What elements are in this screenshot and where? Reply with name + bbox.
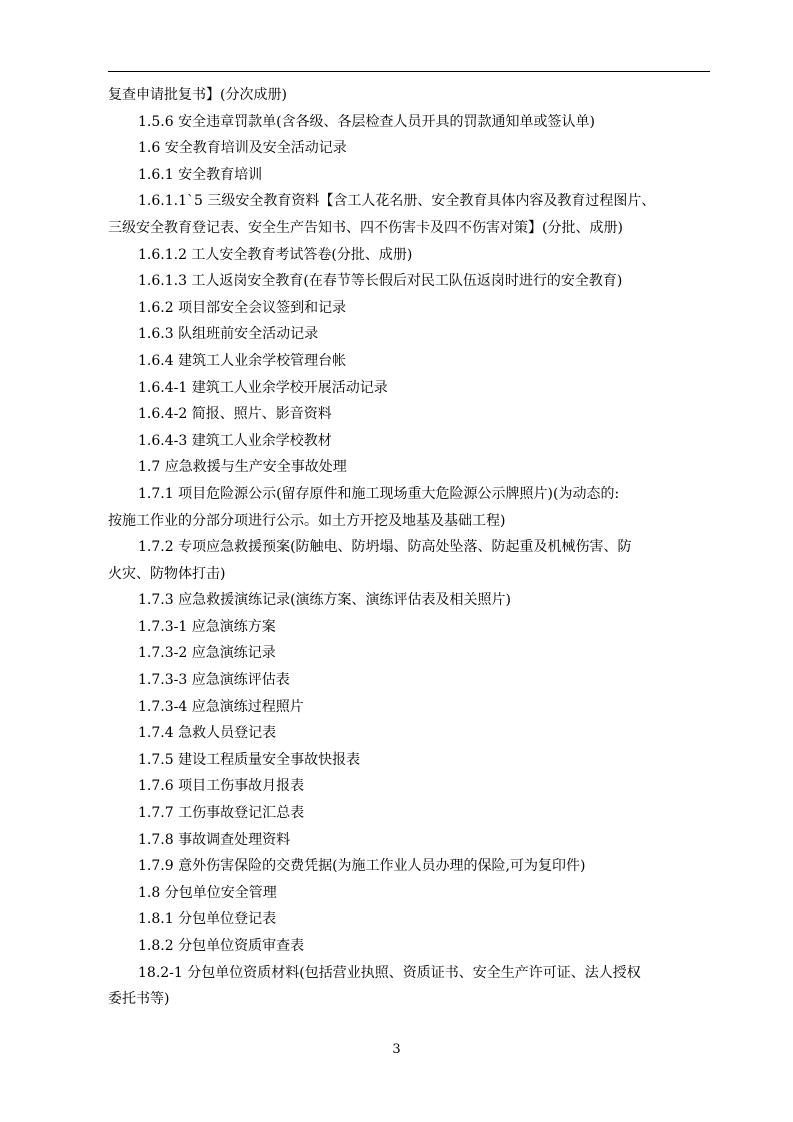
text-line: 1.6.2 项目部安全会议签到和记录 bbox=[138, 299, 347, 316]
text-line: 按施工作业的分部分项进行公示。如土方开挖及地基及基础工程) bbox=[108, 512, 506, 529]
text-line: 1.6.1.3 工人返岗安全教育(在春节等长假后对民工队伍返岗时进行的安全教育) bbox=[138, 273, 623, 290]
text-line: 1.7.8 事故调查处理资料 bbox=[138, 831, 291, 848]
text-line: 1.6.1.1`5 三级安全教育资料【含工人花名册、安全教育具体内容及教育过程图片、 bbox=[138, 193, 656, 210]
text-line: 1.5.6 安全违章罚款单(含各级、各层检查人员开具的罚款通知单或签认单) bbox=[138, 113, 595, 130]
document-body bbox=[108, 82, 711, 1013]
text-line: 1.7.1 项目危险源公示(留存原件和施工现场重大危险源公示牌照片)(为动态的: bbox=[138, 485, 620, 502]
text-line: 1.6.4-3 建筑工人业余学校教材 bbox=[138, 432, 332, 449]
header-rule bbox=[108, 71, 710, 72]
text-line: 1.8.2 分包单位资质审查表 bbox=[138, 938, 305, 954]
text-line: 火灾、防物体打击) bbox=[108, 565, 226, 582]
text-line: 1.6.4 建筑工人业余学校管理台帐 bbox=[138, 352, 347, 369]
text-line: 1.7.9 意外伤害保险的交费凭据(为施工作业人员办理的保险,可为复印件) bbox=[138, 858, 586, 875]
text-line: 1.6.4-2 简报、照片、影音资料 bbox=[138, 406, 332, 423]
text-line: 1.7.4 急救人员登记表 bbox=[138, 725, 277, 742]
text-line: 1.7.3-1 应急演练方案 bbox=[138, 618, 276, 635]
text-line: 复查申请批复书】(分次成册) bbox=[108, 87, 287, 103]
text-line: 1.6 安全教育培训及安全活动记录 bbox=[138, 140, 347, 157]
text-line: 1.6.1.2 工人安全教育考试答卷(分批、成册) bbox=[138, 246, 413, 263]
text-line: 1.6.4-1 建筑工人业余学校开展活动记录 bbox=[138, 379, 388, 396]
text-line: 1.7.6 项目工伤事故月报表 bbox=[138, 778, 305, 795]
text-line: 1.7.5 建设工程质量安全事故快报表 bbox=[138, 751, 361, 768]
text-line: 18.2-1 分包单位资质材料(包括营业执照、资质证书、安全生产许可证、法人授权 bbox=[138, 964, 641, 981]
text-line: 1.7.3-4 应急演练过程照片 bbox=[138, 698, 304, 715]
text-line: 1.6.1 安全教育培训 bbox=[138, 166, 263, 183]
text-line: 1.8 分包单位安全管理 bbox=[138, 884, 277, 901]
text-line: 1.7.3-3 应急演练评估表 bbox=[138, 672, 290, 689]
text-line: 委托书等) bbox=[108, 991, 170, 1008]
text-line: 1.6.3 队组班前安全活动记录 bbox=[138, 326, 319, 343]
text-line: 三级安全教育登记表、安全生产告知书、四不伤害卡及四不伤害对策】(分批、成册) bbox=[108, 219, 623, 236]
text-line: 1.7.7 工伤事故登记汇总表 bbox=[138, 805, 305, 822]
text-line: 1.7.3 应急救援演练记录(演练方案、演练评估表及相关照片) bbox=[138, 592, 511, 609]
text-line: 1.7.2 专项应急救援预案(防触电、防坍塌、防高处坠落、防起重及机械伤害、防 bbox=[138, 539, 632, 556]
text-line: 1.8.1 分包单位登记表 bbox=[138, 911, 277, 928]
page-number: 3 bbox=[392, 1042, 401, 1057]
text-line: 1.7 应急救援与生产安全事故处理 bbox=[138, 459, 347, 476]
text-line: 1.7.3-2 应急演练记录 bbox=[138, 645, 276, 662]
